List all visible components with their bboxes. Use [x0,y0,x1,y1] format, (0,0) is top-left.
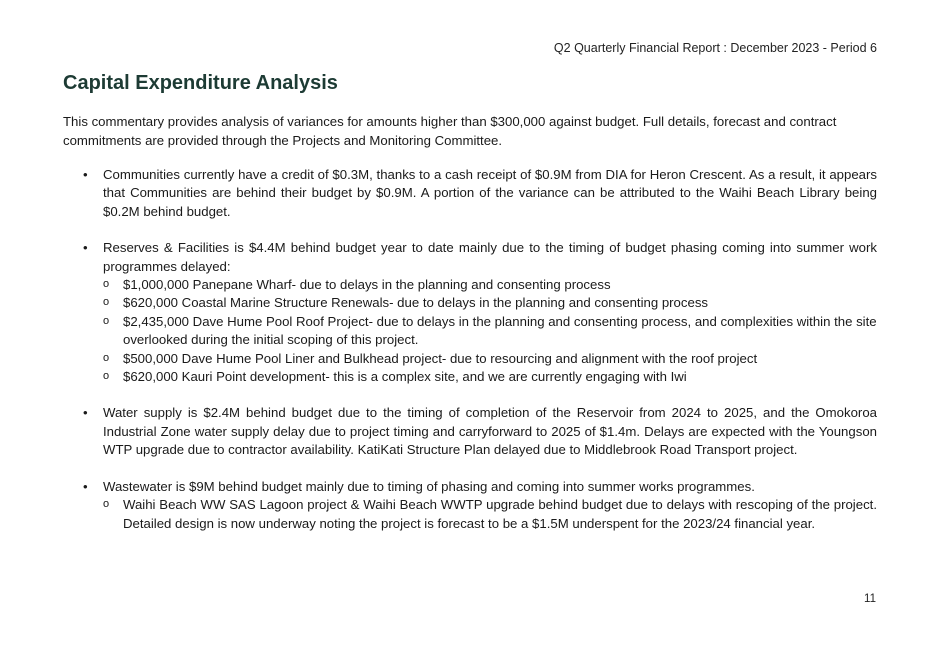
sub-item-panepane-wharf: o $1,000,000 Panepane Wharf- due to delays in the planning and consenting process [103,276,877,294]
sub-item-coastal-marine: o $620,000 Coastal Marine Structure Renewals- due to delays in the planning and consenting process [103,294,877,312]
sub-item-waihi-beach-ww: o Waihi Beach WW SAS Lagoon project & Waihi Beach WWTP upgrade behind budget due to delays with rescoping of the project. Detailed design is now underway noting the project is forecast to be a $1.5M underspent for the 2023/24 financial year. [103,496,877,533]
page-number: 11 [864,593,876,605]
wastewater-sub-list [103,496,877,533]
section-title: Capital Expenditure Analysis [63,72,338,94]
sub-item-pool-liner: o $500,000 Dave Hume Pool Liner and Bulkhead project- due to resourcing and alignment with the roof project [103,350,877,368]
intro-paragraph: This commentary provides analysis of variances for amounts higher than $300,000 against budget. Full details, forecast and contract commitments are provided through the Projects and Monitoring Committee. [63,114,837,148]
bullet-text: Wastewater is $9M behind budget mainly due to timing of phasing and coming into summer works programmes. [103,478,755,494]
bullet-communities [63,166,877,221]
bullet-wastewater [63,478,877,533]
bullet-reserves-facilities [63,239,877,386]
bullet-text: Reserves & Facilities is $4.4M behind budget year to date mainly due to the timing of budget phasing coming into summer work programmes delayed: [103,240,877,274]
bullet-water-supply [63,404,877,459]
bullet-text: Communities currently have a credit of $0.3M, thanks to a cash receipt of $0.9M from DIA for Heron Crescent. As a result, it appears that Communities are behind their budget by $0.9M. A portion of the variance can be attributed to the Waihi Beach Library being $0.2M behind budget. [103,167,877,219]
bullet-text: Water supply is $2.4M behind budget due to the timing of completion of the Reservoir from 2024 to 2025, and the Omokoroa Industrial Zone water supply delay due to project timing and carryforward to 2025 of $1.4m. Delays are expected with the Youngson WTP upgrade due to contractor availability. KatiKati Structure Plan delayed due to Middlebrook Road Transport project. [103,405,877,458]
sub-item-kauri-point: o $620,000 Kauri Point development- this is a complex site, and we are currently engaging with Iwi [103,368,877,386]
commentary-list [63,166,877,551]
running-header: Q2 Quarterly Financial Report : December 2023 - Period 6 [553,41,877,55]
sub-item-pool-roof: o $2,435,000 Dave Hume Pool Roof Project- due to delays in the planning and consenting process, and complexities within the site overlooked during the initial scoping of this project. [103,313,877,350]
reserves-sub-list [103,276,877,386]
